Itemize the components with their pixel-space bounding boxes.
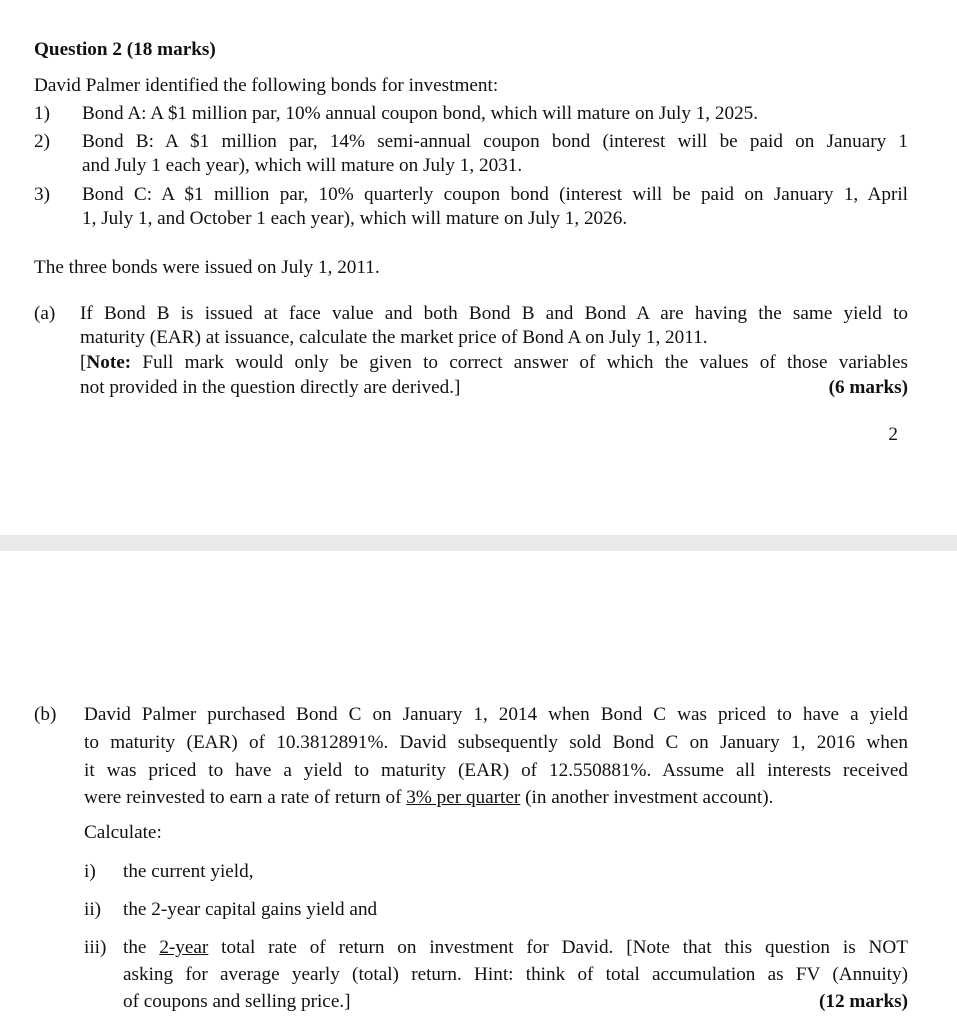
part-a-label: (a) (34, 303, 56, 324)
part-b-marks: (12 marks) (819, 991, 908, 1012)
page-separator (0, 535, 957, 551)
part-b-line3: it was priced to have a yield to maturity (EAR) of 12.550881%. Assume all interests received (84, 760, 908, 781)
note-label: Note: (86, 352, 132, 373)
bond-b-text-line2: and July 1 each year), which will mature on July 1, 2031. (82, 155, 523, 176)
bond-a-number: 1) (34, 103, 50, 124)
issued-statement: The three bonds were issued on July 1, 2011. (34, 257, 380, 278)
question-intro: David Palmer identified the following bonds for investment: (34, 75, 499, 96)
calculate-label: Calculate: (84, 822, 162, 843)
item-iii-post: total rate of return on investment for David. [Note that this question is NOT (208, 937, 908, 958)
bond-a-text: Bond A: A $1 million par, 10% annual coupon bond, which will mature on July 1, 2025. (82, 103, 759, 124)
part-a-note-line1 (80, 351, 908, 375)
question-heading: Question 2 (18 marks) (34, 39, 216, 60)
item-iii-label: iii) (84, 937, 107, 958)
note-open-bracket: [ (80, 352, 87, 373)
part-b-label: (b) (34, 704, 57, 725)
bond-b-number: 2) (34, 131, 50, 152)
item-ii-label: ii) (84, 899, 102, 920)
part-b-line1: David Palmer purchased Bond C on January 1, 2014 when Bond C was priced to have a yield (84, 704, 908, 725)
bond-c-text-line2: 1, July 1, and October 1 each year), which will mature on July 1, 2026. (82, 208, 628, 229)
part-b-line4 (84, 786, 773, 810)
item-iii-underlined: 2-year (159, 937, 209, 958)
item-ii-text: the 2-year capital gains yield and (123, 899, 378, 920)
page-number: 2 (888, 424, 898, 445)
part-b-line2: to maturity (EAR) of 10.3812891%. David subsequently sold Bond C on January 1, 2016 when (84, 732, 908, 753)
part-a-note-line2: not provided in the question directly are derived.] (80, 377, 461, 398)
item-i-label: i) (84, 861, 96, 882)
item-iii-line2: asking for average yearly (total) return. Hint: think of total accumulation as FV (Annuity) (123, 964, 908, 985)
item-i-text: the current yield, (123, 861, 254, 882)
part-a-marks: (6 marks) (828, 377, 908, 398)
line4-pre: were reinvested to earn a rate of return of (84, 787, 407, 808)
line4-post: (in another investment account). (520, 787, 774, 808)
item-iii-line1 (123, 936, 908, 960)
bond-c-text-line1: Bond C: A $1 million par, 10% quarterly coupon bond (interest will be paid on January 1, April (82, 184, 908, 205)
reinvest-rate: 3% per quarter (406, 787, 521, 808)
item-iii-pre: the (123, 937, 160, 958)
part-a-line1: If Bond B is issued at face value and both Bond B and Bond A are having the same yield to (80, 303, 908, 324)
bond-b-text-line1: Bond B: A $1 million par, 14% semi-annual coupon bond (interest will be paid on January 1 (82, 131, 908, 152)
bond-c-number: 3) (34, 184, 50, 205)
item-iii-line3: of coupons and selling price.] (123, 991, 351, 1012)
note-text: Full mark would only be given to correct answer of which the values of those variables (131, 352, 908, 373)
part-a-line2: maturity (EAR) at issuance, calculate the market price of Bond A on July 1, 2011. (80, 327, 708, 348)
